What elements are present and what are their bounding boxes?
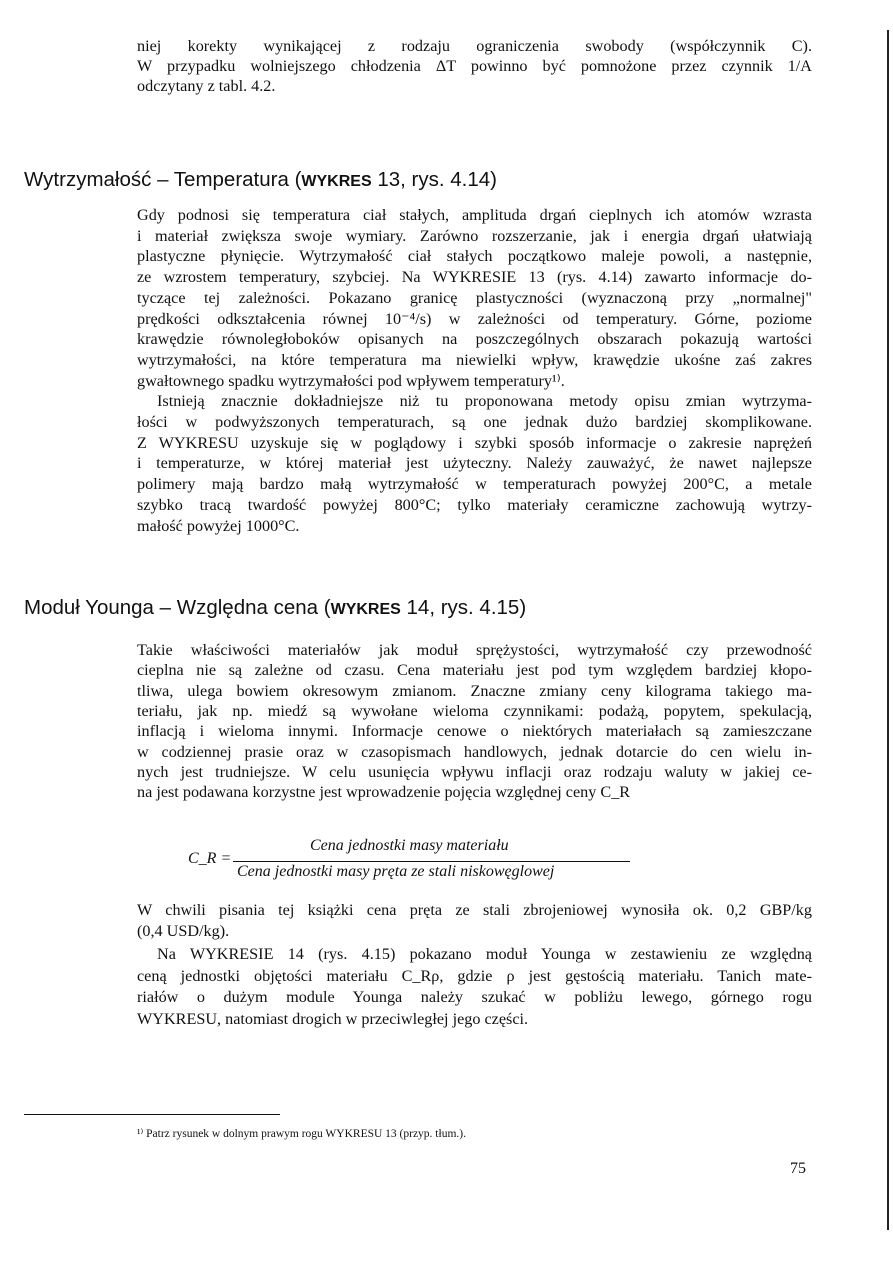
text-line: Z WYKRESU uzyskuje się w poglądowy i szybki sposób informacje o zakresie naprężeń — [137, 433, 812, 452]
section-heading-young-modulus-price: Moduł Younga – Względna cena (WYKRES 14, rys. 4.15) — [24, 596, 527, 619]
text-line: WYKRESU, natomiast drogich w przeciwległej jego części. — [137, 1010, 529, 1029]
text-line: riałów o dużym module Younga należy szukać w pobliżu lewego, górnego rogu — [137, 988, 812, 1007]
text-line: niej korekty wynikającej z rodzaju ograniczenia swobody (współczynnik C). — [137, 37, 812, 55]
text-line: małość powyżej 1000°C. — [137, 516, 300, 535]
text-line: cieplna nie są zależne od czasu. Cena materiału jest pod tym względem bardziej kłopo- — [137, 661, 812, 680]
text-line: prędkości odkształcenia równej 10⁻⁴/s) w zależności od temperatury. Górne, poziome — [137, 309, 812, 328]
text-line: teriału, jak np. miedź są wywołane wieloma czynnikami: podażą, popytem, spekulacją, — [137, 701, 812, 720]
fraction-bar — [233, 861, 630, 862]
page-number: 75 — [790, 1160, 806, 1177]
text-line: odczytany z tabl. 4.2. — [137, 77, 276, 95]
text-line: ceną jednostki objętości materiału C_Rρ, gdzie ρ jest gęstością materiału. Tanich mate- — [137, 966, 812, 985]
text-line: i materiał zwiększa swoje wymiary. Zarówno rozszerzanie, jak i energia drgań ułatwiają — [137, 226, 812, 245]
text-line: i temperaturze, w której materiał jest użyteczny. Należy zauważyć, że nawet najlepsze — [137, 454, 812, 473]
text-line: Na WYKRESIE 14 (rys. 4.15) pokazano moduł Younga w zestawieniu ze względną — [157, 945, 812, 963]
text-line: gwałtownego spadku wytrzymałości pod wpływem temperatury¹⁾. — [137, 371, 565, 390]
footnote-rule — [24, 1114, 280, 1115]
text-line: W przypadku wolniejszego chłodzenia ΔT powinno być pomnożone przez czynnik 1/A — [137, 57, 812, 75]
text-line: krawędzie równoległoboków opisanych na poszczególnych obszarach pokazują wartości — [137, 330, 812, 349]
text-line: na jest podawana korzystne jest wprowadzenie pojęcia względnej ceny C_R — [137, 783, 631, 802]
formula-denominator: Cena jednostki masy pręta ze stali niskowęglowej — [237, 863, 555, 880]
text-line: wytrzymałości, na które temperatura ma niewielki wpływ, krawędzie ukośne zaś zakres — [137, 350, 812, 369]
scan-edge — [887, 30, 889, 1230]
text-line: łości w podwyższonych temperaturach, są one jednak dużo bardziej skomplikowane. — [137, 413, 812, 431]
text-line: tliwa, ulega bowiem okresowym zmianom. Znaczne zmiany ceny kilograma takiego ma- — [137, 681, 812, 700]
text-line: tyczące tej zależności. Pokazano granicę plastyczności (wyznaczoną przy „normalnej" — [137, 288, 812, 307]
text-line: W chwili pisania tej książki cena pręta ze stali zbrojeniowej wynosiła ok. 0,2 GBP/kg — [137, 901, 812, 919]
text-line: plastyczne płynięcie. Wytrzymałość ciał stałych początkowo maleje powoli, a następnie, — [137, 247, 812, 266]
text-line: Takie właściwości materiałów jak moduł sprężystości, wytrzymałość czy przewodność — [137, 641, 812, 659]
text-line: Istnieją znacznie dokładniejsze niż tu proponowana metody opisu zmian wytrzyma- — [157, 392, 812, 411]
text-line: inflacją i wieloma innymi. Informacje cenowe o niektórych materiałach są zamieszczane — [137, 722, 812, 741]
text-line: Gdy podnosi się temperatura ciał stałych, amplituda drgań cieplnych ich atomów wzrasta — [137, 206, 812, 224]
section-heading-strength-temperature: Wytrzymałość – Temperatura (WYKRES 13, rys. 4.14) — [24, 168, 497, 191]
formula-numerator: Cena jednostki masy materiału — [310, 837, 509, 854]
text-line: (0,4 USD/kg). — [137, 922, 230, 940]
text-line: szybko tracą twardość powyżej 800°C; tylko materiały ceramiczne zachowują wytrzy- — [137, 495, 812, 514]
text-line: polimery mają bardzo małą wytrzymałość w temperaturach powyżej 200°C, a metale — [137, 475, 812, 494]
formula-lhs: C_R = — [188, 850, 232, 867]
text-line: w codziennej prasie oraz w czasopismach handlowych, jednak dotarcie do cen wielu in- — [137, 742, 812, 761]
text-line: nych jest trudniejsze. W celu usunięcia wpływu inflacji oraz rodzaju waluty w jakiej ce- — [137, 762, 812, 781]
text-line: ze wzrostem temperatury, szybciej. Na WYKRESIE 13 (rys. 4.14) zawarto informacje do- — [137, 268, 812, 287]
footnote: ¹⁾ Patrz rysunek w dolnym prawym rogu WYKRESU 13 (przyp. tłum.). — [137, 1128, 466, 1140]
